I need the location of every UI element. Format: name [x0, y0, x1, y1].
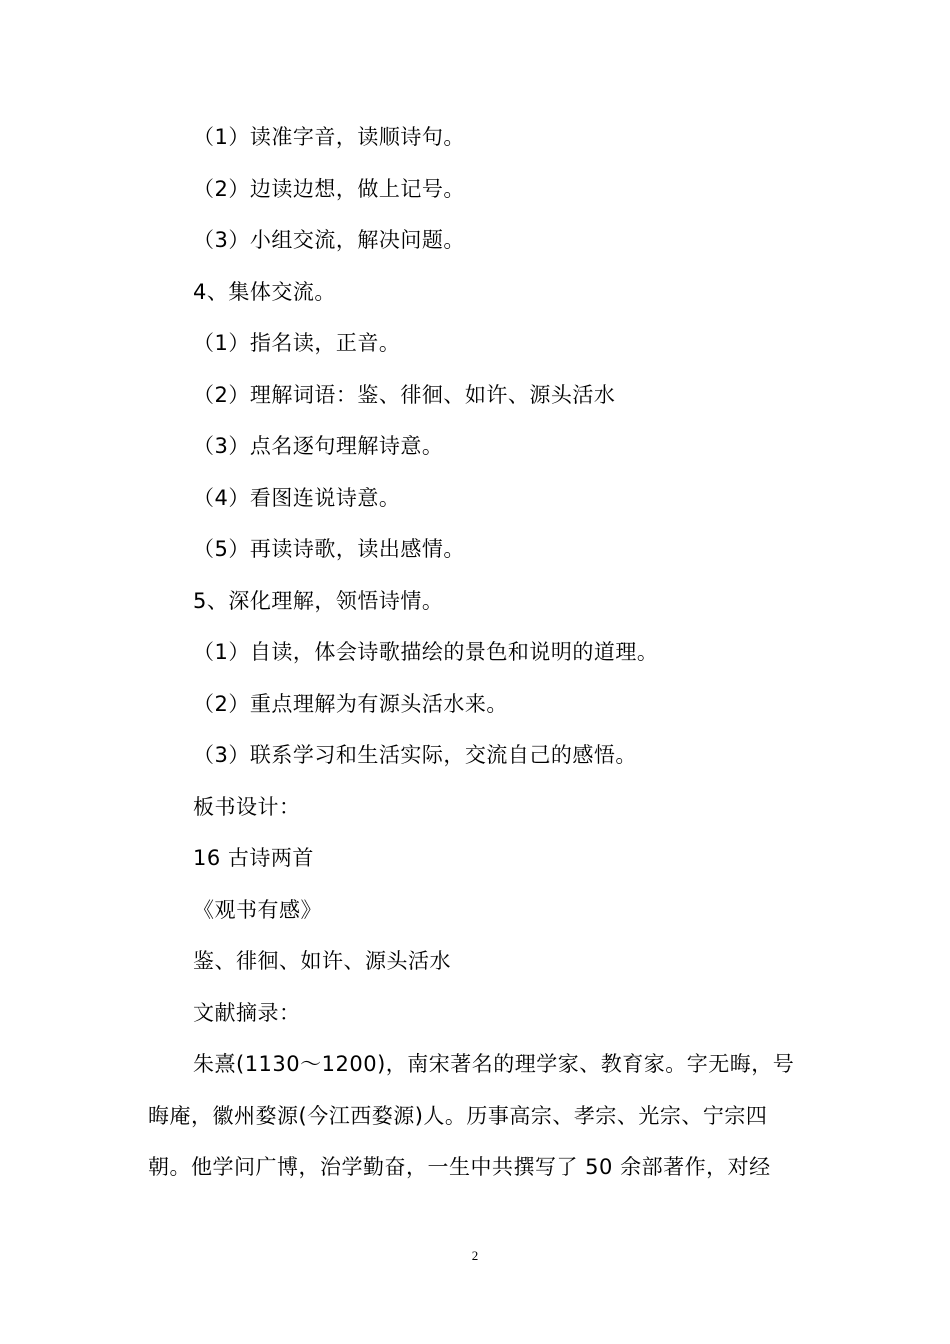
- text-line: （2）理解词语：鉴、徘徊、如许、源头活水: [193, 382, 616, 407]
- paragraph-line: 朱熹(1130～1200)，南宋著名的理学家、教育家。字无晦，号: [193, 1052, 795, 1076]
- text-line: （3）小组交流，解决问题。: [193, 228, 465, 252]
- paragraph-line: 朝。他学问广博，治学勤奋，一生中共撰写了 50 余部著作，对经: [148, 1155, 771, 1179]
- poem-title: 《观书有感》: [193, 897, 322, 922]
- text-line: （3）联系学习和生活实际，交流自己的感悟。: [193, 743, 637, 767]
- text-line: （1）自读，体会诗歌描绘的景色和说明的道理。: [193, 640, 659, 664]
- text-line: （4）看图连说诗意。: [193, 485, 401, 510]
- section-heading: 5、深化理解，领悟诗情。: [193, 588, 444, 613]
- text-line: （1）指名读，正音。: [193, 331, 401, 355]
- paragraph-line: 晦庵，徽州婺源(今江西婺源)人。历事高宗、孝宗、光宗、宁宗四: [148, 1103, 768, 1128]
- section-heading: 4、集体交流。: [193, 279, 336, 304]
- document-body: [148, 112, 798, 1194]
- text-line: （2）重点理解为有源头活水来。: [193, 691, 508, 716]
- literature-excerpt-heading: 文献摘录：: [193, 1000, 301, 1025]
- text-line: （2）边读边想，做上记号。: [193, 176, 465, 201]
- board-design-heading: 板书设计：: [193, 794, 301, 819]
- page-number: 2: [471, 1248, 479, 1263]
- text-line: （5）再读诗歌，读出感情。: [193, 537, 465, 561]
- text-line: （3）点名逐句理解诗意。: [193, 434, 444, 458]
- vocabulary-line: 鉴、徘徊、如许、源头活水: [193, 949, 451, 973]
- text-line: （1）读准字音，读顺诗句。: [193, 125, 465, 149]
- lesson-title: 16 古诗两首: [193, 846, 314, 870]
